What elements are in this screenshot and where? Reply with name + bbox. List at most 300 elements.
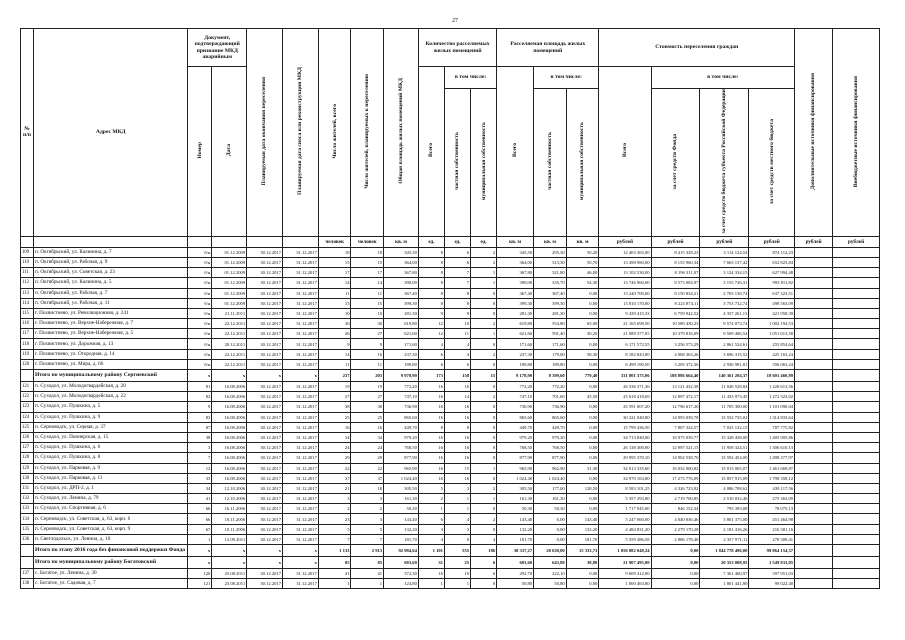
row-value: 15 333,73: [566, 545, 599, 557]
row-value: 979,20: [384, 432, 419, 442]
row-value: 397 951,03: [749, 569, 795, 579]
row-value: 0,00: [651, 579, 700, 589]
row-value: 0,00: [566, 504, 599, 514]
row-value: 399,30: [497, 298, 534, 308]
row-planned-end: 30.12.2017: [247, 359, 283, 369]
row-value: 11: [318, 288, 351, 298]
row-value: 30 221 040,80: [599, 412, 651, 422]
unit-cell: ед.: [418, 236, 444, 247]
col-cost-local-header: за счет средств местного бюджета: [768, 118, 775, 204]
table-row: [21, 349, 880, 359]
row-number: 121: [21, 382, 34, 392]
row-value: 1 272 323,02: [749, 392, 795, 402]
row-value: 173: [418, 370, 444, 382]
row-value: 11 433 973,45: [700, 392, 749, 402]
row-value: 9 574 073,74: [700, 319, 749, 329]
row-value: 9 509 406,54: [700, 329, 749, 339]
row-value: 1 024,40: [497, 473, 534, 483]
row-value: 6: [444, 247, 470, 257]
table-row: [21, 524, 880, 534]
row-value: 0: [444, 534, 470, 544]
row-value: 32 013 335,60: [599, 463, 651, 473]
row-value: 345,50: [384, 247, 419, 257]
row-value: [833, 545, 880, 557]
row-number: 119: [21, 349, 34, 359]
row-planned-end: x: [247, 370, 283, 382]
row-value: 449,70: [384, 422, 419, 432]
table-row: [21, 319, 880, 329]
row-value: [795, 349, 833, 359]
unit-cell: рублей: [833, 236, 880, 247]
row-number: [21, 557, 34, 569]
row-planned-end: 30.12.2017: [247, 569, 283, 579]
row-value: 3 256 573,29: [651, 339, 700, 349]
col-cost-incl-header: в том числе:: [651, 67, 795, 89]
row-value: 30: [318, 319, 351, 329]
row-value: 345,50: [497, 247, 534, 257]
row-value: 399,30: [534, 298, 567, 308]
row-value: [833, 370, 880, 382]
row-value: [795, 382, 833, 392]
row-doc-date: 16.08.2006: [212, 382, 247, 392]
row-doc-number: 12: [188, 463, 212, 473]
row-value: 2: [471, 483, 497, 493]
row-value: 8: [418, 288, 444, 298]
row-doc-date: 22.12.2011: [212, 329, 247, 339]
row-value: 21: [318, 483, 351, 493]
row-value: 7: [444, 278, 470, 288]
row-planned-end: 30.12.2017: [247, 514, 283, 524]
row-value: 38: [351, 402, 384, 412]
table-total-row: [21, 557, 880, 569]
row-doc-number: б/н: [188, 339, 212, 349]
row-doc-date: 01.12.2009: [212, 288, 247, 298]
row-value: 554,80: [534, 319, 567, 329]
row-doc-number: б/н: [188, 278, 212, 288]
row-doc-number: б/н: [188, 308, 212, 318]
row-value: 13 552 735,02: [700, 412, 749, 422]
row-number: 138: [21, 579, 34, 589]
row-value: 0: [471, 298, 497, 308]
row-value: 34: [351, 432, 384, 442]
col-area-municipal-header: муниципальная собственность: [579, 122, 586, 201]
row-planned-end: 30.12.2017: [247, 524, 283, 534]
row-address: п. Октябрьский, ул. Рабочая, д. 11: [34, 298, 188, 308]
row-planned-demolish: x: [283, 557, 319, 569]
row-doc-date: 10.11.2006: [212, 514, 247, 524]
row-value: 0,00: [566, 339, 599, 349]
row-value: 0,00: [651, 557, 700, 569]
row-value: 0: [471, 288, 497, 298]
row-doc-number: б/н: [188, 298, 212, 308]
row-value: 772,20: [497, 382, 534, 392]
row-value: 50,80: [497, 579, 534, 589]
row-value: 26 536 371,36: [599, 382, 651, 392]
row-value: 0,00: [566, 494, 599, 504]
row-value: 54,30: [566, 278, 599, 288]
row-value: 26: [318, 329, 351, 339]
row-value: 270 309,41: [749, 534, 795, 544]
row-value: [833, 298, 880, 308]
row-doc-date: 01.12.2009: [212, 268, 247, 278]
row-doc-number: x: [188, 370, 212, 382]
row-value: 1 306 610,13: [749, 443, 795, 453]
row-planned-end: 30.12.2017: [247, 308, 283, 318]
table-total-row: [21, 370, 880, 382]
row-value: 11: [351, 359, 384, 369]
row-value: 16: [318, 422, 351, 432]
row-value: 4 086 708,62: [700, 483, 749, 493]
col-count-municipal-header: муниципальная собственность: [480, 122, 487, 201]
row-value: 0,00: [566, 432, 599, 442]
row-value: 15: [351, 257, 384, 267]
row-value: 1 226 613,56: [749, 382, 795, 392]
row-value: 3 155 726,31: [700, 278, 749, 288]
row-value: 399,30: [384, 298, 419, 308]
row-value: 979,20: [534, 432, 567, 442]
row-value: 1: [471, 278, 497, 288]
row-value: [833, 514, 880, 524]
row-value: 14: [318, 349, 351, 359]
col-doc-header: Документ, подтверждающий признание МКД аварийным: [188, 29, 247, 67]
row-value: 1 133: [318, 545, 351, 557]
row-doc-number: 41: [188, 494, 212, 504]
col-count-group-header: Количество расселяемых жилых помещений: [418, 29, 496, 67]
row-value: 372,30: [384, 569, 419, 579]
row-value: 12: [418, 329, 444, 339]
row-value: 1 051 013,58: [749, 329, 795, 339]
row-value: [795, 443, 833, 453]
row-value: 203: [351, 370, 384, 382]
col-area-total-header: Всего: [512, 143, 519, 158]
row-doc-number: x: [188, 545, 212, 557]
row-value: 0,00: [566, 579, 599, 589]
row-value: 0,00: [566, 412, 599, 422]
row-planned-demolish: 31.12.2017: [283, 453, 319, 463]
row-value: 4 484 831,20: [599, 524, 651, 534]
row-value: 439 117,56: [749, 483, 795, 493]
row-planned-demolish: 31.12.2017: [283, 483, 319, 493]
row-value: 16: [351, 349, 384, 359]
row-doc-number: 66: [188, 514, 212, 524]
row-value: 390,00: [384, 278, 419, 288]
row-value: 281,30: [497, 308, 534, 318]
row-value: 8 150 834,21: [651, 288, 700, 298]
row-value: 22: [318, 463, 351, 473]
row-value: 11 705 300,00: [700, 402, 749, 412]
row-value: 143,40: [566, 514, 599, 524]
row-value: 3 114 124,54: [700, 247, 749, 257]
row-value: 161,30: [384, 494, 419, 504]
row-value: 171,60: [384, 339, 419, 349]
row-value: 6 171 572,55: [599, 339, 651, 349]
row-doc-date: 01.12.2009: [212, 257, 247, 267]
row-value: 451 464,98: [749, 514, 795, 524]
table-row: [21, 569, 880, 579]
row-number: 137: [21, 569, 34, 579]
row-number: 136: [21, 534, 34, 544]
row-address: п. Серноводск, ул. Советская, д. 63, корп. 6: [34, 514, 188, 524]
row-number: 109: [21, 247, 34, 257]
row-value: 10: [318, 308, 351, 318]
row-value: 15 013 065,07: [700, 463, 749, 473]
row-doc-date: x: [212, 557, 247, 569]
row-value: 21 089 377,05: [599, 329, 651, 339]
row-doc-number: 83: [188, 412, 212, 422]
row-value: 12 997 521,15: [651, 443, 700, 453]
row-doc-number: 1: [188, 534, 212, 544]
row-value: 12 403 365,00: [599, 247, 651, 257]
col-count-incl-header: в том числе:: [444, 67, 496, 89]
row-value: 15 857 915,09: [700, 473, 749, 483]
row-planned-end: x: [247, 557, 283, 569]
row-value: 22: [351, 463, 384, 473]
row-value: 1 798 358,12: [749, 473, 795, 483]
row-value: 877,90: [534, 453, 567, 463]
row-value: 15: [318, 257, 351, 267]
row-address: г. Похвистнево, ул. Революционная, д. 241: [34, 308, 188, 318]
row-value: 16: [444, 382, 470, 392]
row-value: 10 589 430,23: [651, 319, 700, 329]
row-value: 50,30: [534, 504, 567, 514]
row-value: 305,50: [497, 483, 534, 493]
row-planned-demolish: 31.12.2017: [283, 432, 319, 442]
row-doc-date: 21.11.2011: [212, 308, 247, 318]
row-value: 25: [351, 412, 384, 422]
row-value: 34 713 840,00: [599, 432, 651, 442]
row-value: 768,50: [384, 443, 419, 453]
row-value: 237,30: [384, 349, 419, 359]
row-doc-date: 12.10.2006: [212, 494, 247, 504]
row-value: 9: [351, 339, 384, 349]
row-value: 15: [318, 298, 351, 308]
row-value: 171,60: [534, 339, 567, 349]
row-value: [795, 247, 833, 257]
row-planned-demolish: 31.12.2017: [283, 443, 319, 453]
row-planned-end: 30.12.2017: [247, 247, 283, 257]
row-value: 3 696 315,52: [700, 349, 749, 359]
row-number: 112: [21, 278, 34, 288]
row-value: 1 549 833,05: [749, 557, 795, 569]
row-value: 0: [471, 473, 497, 483]
row-planned-demolish: 31.12.2017: [283, 257, 319, 267]
row-value: [833, 569, 880, 579]
row-value: 16: [444, 432, 470, 442]
row-value: 1: [318, 579, 351, 589]
row-value: [795, 402, 833, 412]
row-value: 24: [318, 443, 351, 453]
row-value: 0: [471, 308, 497, 318]
row-number: 122: [21, 392, 34, 402]
row-value: 8 573 004,97: [651, 278, 700, 288]
row-value: 132,20: [566, 524, 599, 534]
row-value: 16: [418, 432, 444, 442]
row-value: [833, 278, 880, 288]
row-value: 7: [318, 534, 351, 544]
row-value: 619,80: [497, 319, 534, 329]
row-value: 161,30: [534, 494, 567, 504]
row-value: 1: [351, 579, 384, 589]
row-doc-number: б/н: [188, 319, 212, 329]
resettlement-table-wrapper: [20, 28, 880, 589]
row-value: 962,90: [534, 463, 567, 473]
row-value: 9 439 415,33: [599, 308, 651, 318]
row-value: 181,70: [566, 534, 599, 544]
row-value: 4: [444, 514, 470, 524]
row-doc-date: 20.12.2011: [212, 339, 247, 349]
row-doc-number: б/н: [188, 349, 212, 359]
row-value: 281,30: [534, 308, 567, 318]
row-value: 132,20: [497, 524, 534, 534]
row-value: 21 907 495,00: [599, 557, 651, 569]
row-doc-date: 16.08.2006: [212, 402, 247, 412]
row-doc-date: 22.12.2011: [212, 359, 247, 369]
row-value: 979,20: [497, 432, 534, 442]
row-value: 1: [418, 579, 444, 589]
row-number: 110: [21, 257, 34, 267]
row-address: п. Суходол, ул. Пионерская, д. 15: [34, 432, 188, 442]
row-planned-demolish: 31.12.2017: [283, 579, 319, 589]
row-value: [833, 494, 880, 504]
row-value: 1: [471, 494, 497, 504]
row-address: п. Суходол, ул. Пушкина, д. 5: [34, 402, 188, 412]
row-value: 0: [471, 504, 497, 514]
row-doc-date: 16.08.2006: [212, 453, 247, 463]
row-value: 0: [471, 359, 497, 369]
row-value: [795, 422, 833, 432]
row-value: 2: [471, 349, 497, 359]
row-value: 18: [351, 483, 384, 493]
row-number: 125: [21, 422, 34, 432]
row-address: п. Суходол, ул. Пушкина, д. 8: [34, 453, 188, 463]
row-planned-demolish: 31.12.2017: [283, 349, 319, 359]
row-value: 7 361 460,97: [700, 569, 749, 579]
row-value: 128,50: [566, 483, 599, 493]
table-row: [21, 443, 880, 453]
row-value: [833, 557, 880, 569]
row-number: 117: [21, 329, 34, 339]
row-value: 23: [318, 514, 351, 524]
row-value: 3 124 334,15: [700, 268, 749, 278]
row-value: 8 415 328,23: [651, 247, 700, 257]
row-value: 25: [318, 412, 351, 422]
row-value: 8 196 311,07: [651, 268, 700, 278]
row-doc-date: 12.10.2006: [212, 483, 247, 493]
row-planned-demolish: 31.12.2017: [283, 463, 319, 473]
row-value: 25 618 418,69: [599, 392, 651, 402]
row-planned-end: 30.12.2017: [247, 349, 283, 359]
row-value: 1 101 090,04: [749, 402, 795, 412]
row-value: 15: [471, 370, 497, 382]
row-value: 281,30: [384, 308, 419, 318]
row-number: 120: [21, 359, 34, 369]
row-value: [795, 494, 833, 504]
row-value: 2 861 524,61: [700, 339, 749, 349]
row-value: 7 807 324,57: [651, 422, 700, 432]
row-value: 5 559 486,58: [599, 534, 651, 544]
row-value: 65,00: [566, 319, 599, 329]
row-value: 16 975 039,77: [651, 432, 700, 442]
row-value: 50,70: [566, 257, 599, 267]
table-row: [21, 422, 880, 432]
row-value: 11: [444, 329, 470, 339]
row-doc-number: б/н: [188, 359, 212, 369]
row-number: 114: [21, 298, 34, 308]
row-doc-number: б/н: [188, 247, 212, 257]
row-value: 19: [351, 382, 384, 392]
row-value: 50,30: [497, 504, 534, 514]
row-value: [795, 412, 833, 422]
row-address: п. Серноводск, ул. Советская, д. 63, корп. 9: [34, 524, 188, 534]
row-value: 171,60: [497, 339, 534, 349]
row-value: 10 379 816,09: [651, 329, 700, 339]
row-value: 965,90: [384, 463, 419, 473]
row-address: Итого по муниципальному району Богатовский: [34, 557, 188, 569]
row-planned-demolish: 31.12.2017: [283, 382, 319, 392]
row-address: п. Суходол, ул. Спортивная, д. 6: [34, 504, 188, 514]
page-number: 27: [452, 18, 458, 24]
table-row: [21, 382, 880, 392]
row-doc-date: 25.08.2011: [212, 569, 247, 579]
row-value: 19: [318, 382, 351, 392]
row-value: 132,20: [384, 524, 419, 534]
row-value: [833, 483, 880, 493]
table-row: [21, 504, 880, 514]
row-number: 123: [21, 402, 34, 412]
row-doc-date: 16.08.2006: [212, 422, 247, 432]
table-row: [21, 257, 880, 267]
row-value: 449,70: [534, 422, 567, 432]
row-planned-demolish: 31.12.2017: [283, 422, 319, 432]
row-value: 0,00: [534, 534, 567, 544]
row-value: [795, 483, 833, 493]
unit-cell: кв. м: [566, 236, 599, 247]
row-value: 772,20: [384, 382, 419, 392]
row-value: 2 703 138,74: [700, 288, 749, 298]
row-value: 2 886 178,48: [651, 534, 700, 544]
row-value: 34 970 163,80: [599, 473, 651, 483]
row-value: 189,80: [534, 359, 567, 369]
col-cost-subject-header: за счет средств бюджета субъекта Российской Федерации: [721, 89, 728, 234]
row-value: 793 393,08: [700, 504, 749, 514]
row-value: 14: [444, 392, 470, 402]
row-value: 2: [471, 257, 497, 267]
col-cost-total-header: Всего: [621, 143, 628, 158]
row-value: 16: [418, 463, 444, 473]
row-value: 993 811,82: [749, 278, 795, 288]
row-value: 2 181 416,26: [700, 524, 749, 534]
row-value: 367,80: [384, 268, 419, 278]
row-value: 356 063,24: [749, 359, 795, 369]
row-value: 9: [418, 308, 444, 318]
row-planned-end: 30.12.2017: [247, 268, 283, 278]
row-value: 30,20: [566, 329, 599, 339]
row-value: [795, 339, 833, 349]
row-number: 111: [21, 268, 34, 278]
row-planned-end: 30.12.2017: [247, 579, 283, 589]
row-value: 16 032 000,82: [651, 463, 700, 473]
row-doc-date: 01.12.2009: [212, 278, 247, 288]
table-header: [21, 29, 880, 248]
row-planned-demolish: 31.12.2017: [283, 504, 319, 514]
row-value: [795, 545, 833, 557]
table-row: [21, 329, 880, 339]
row-planned-end: 30.12.2017: [247, 298, 283, 308]
row-value: 10: [444, 569, 470, 579]
row-value: 736,90: [534, 402, 567, 412]
row-value: 1: [444, 579, 470, 589]
row-value: 4: [418, 534, 444, 544]
